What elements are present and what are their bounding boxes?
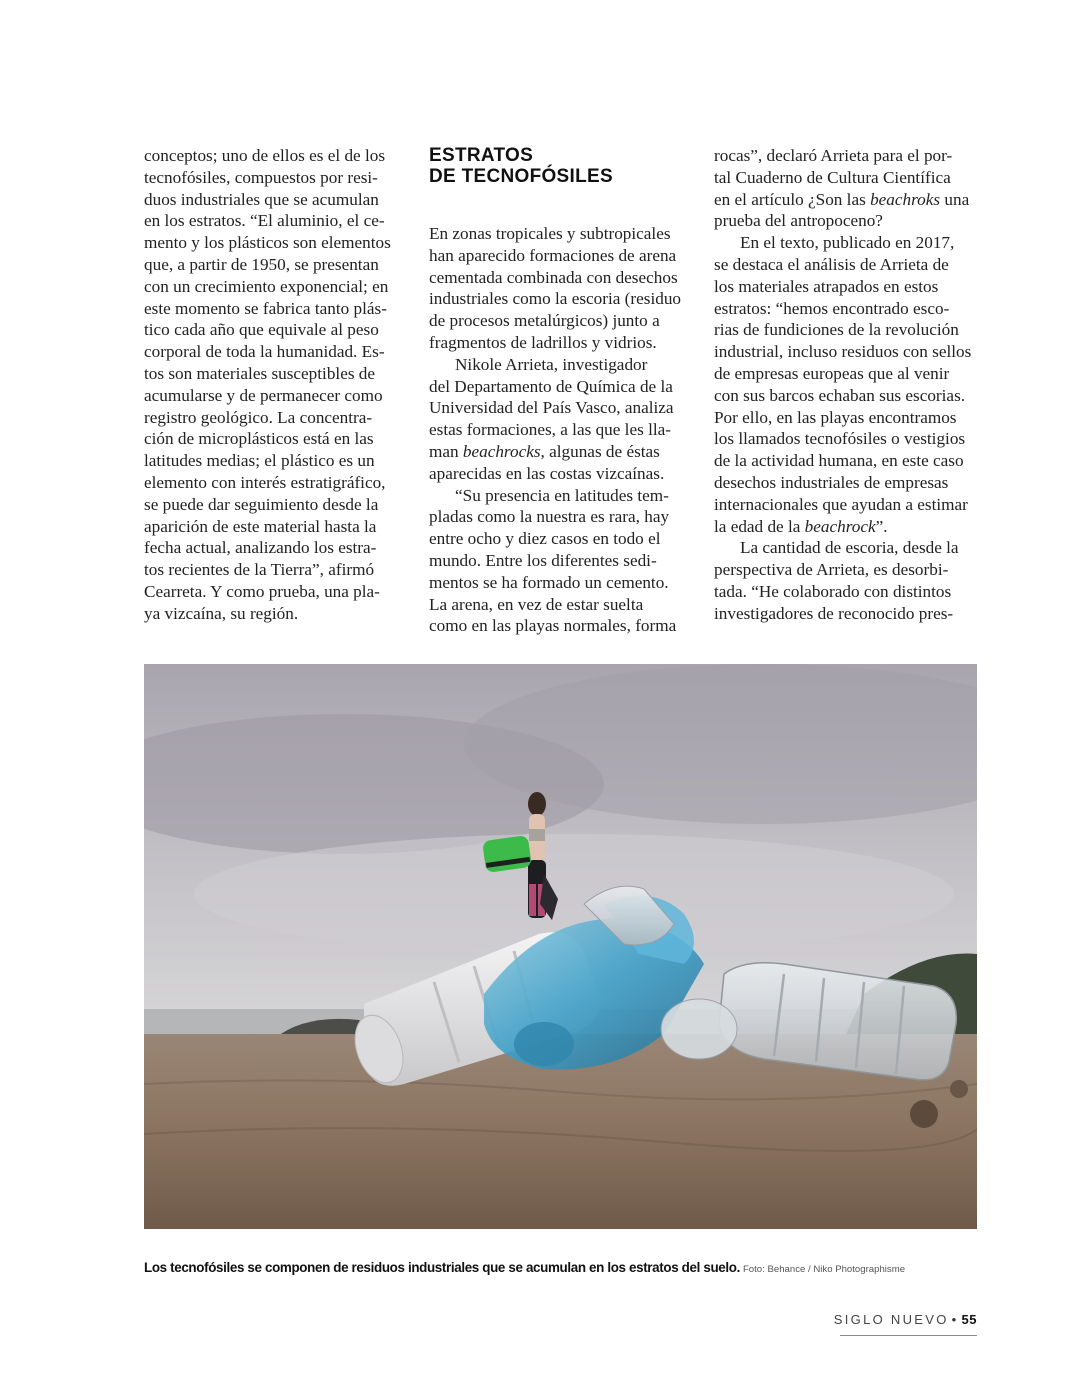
- heading-line: DE TECNOFÓSILES: [429, 166, 613, 187]
- paragraph: [429, 354, 691, 485]
- text-line: perspectiva de Arrieta, es desorbi-: [714, 560, 949, 580]
- page-number: 55: [961, 1312, 977, 1327]
- text-line: La arena, en vez de estar suelta: [429, 594, 644, 614]
- text-line: industrial, incluso residuos con sellos: [714, 342, 972, 362]
- text-line: aparecidas en las costas vizcaínas.: [429, 463, 665, 483]
- text-line: investigadores de reconocido pres-: [714, 603, 954, 623]
- text-line: [429, 441, 691, 463]
- text-line: latitudes medias; el plástico es un: [144, 451, 375, 471]
- text-line: tos son materiales susceptibles de: [144, 363, 376, 383]
- text-line: este momento se fabrica tanto plás-: [144, 298, 387, 318]
- text-line: Por ello, en las playas encontramos: [714, 407, 957, 427]
- text-line: los materiales atrapados en estos: [714, 276, 939, 296]
- text-line: de la actividad humana, en este caso: [714, 451, 964, 471]
- text-line: internacionales que ayudan a estimar: [714, 494, 968, 514]
- text-fragment: man: [429, 441, 463, 461]
- text-line: tal Cuaderno de Cultura Científica: [714, 167, 951, 187]
- photo-caption: [144, 1259, 984, 1277]
- text-line: “Su presencia en latitudes tem-: [455, 485, 669, 505]
- text-line: rocas”, declaró Arrieta para el por-: [714, 146, 953, 165]
- text-fragment: ”.: [875, 516, 888, 536]
- section-heading: [429, 145, 691, 187]
- text-line: del Departamento de Química de la: [429, 376, 673, 396]
- text-line: que, a partir de 1950, se presentan: [144, 254, 379, 274]
- text-line: mundo. Entre los diferentes sedi-: [429, 550, 657, 570]
- italic-term: beachroks: [870, 189, 941, 209]
- text-line: La cantidad de escoria, desde la: [740, 538, 959, 558]
- article-column-3: [714, 145, 980, 625]
- text-line: se destaca el análisis de Arrieta de: [714, 254, 949, 274]
- text-line: mento y los plásticos son elementos: [144, 233, 391, 253]
- text-line: ya vizcaína, su región.: [144, 603, 299, 623]
- page-footer: [834, 1312, 977, 1327]
- text-line: se puede dar seguimiento desde la: [144, 494, 379, 514]
- text-line: de procesos metalúrgicos) junto a: [429, 311, 660, 331]
- caption-text: Los tecnofósiles se componen de residuos industriales que se acumulan en los estratos del suelo.: [144, 1260, 740, 1275]
- beach-photo: [144, 664, 977, 1229]
- text-line: en los estratos. “El aluminio, el ce-: [144, 211, 385, 231]
- text-line: tecnofósiles, compuestos por resi-: [144, 167, 378, 187]
- text-fragment: la edad de la: [714, 516, 805, 536]
- paragraph: [714, 537, 980, 624]
- text-line: rias de fundiciones de la revolución: [714, 320, 959, 340]
- beach-photo-illustration: [144, 664, 977, 1229]
- text-line: industriales como la escoria (residuo: [429, 289, 682, 309]
- paragraph: [144, 145, 410, 625]
- text-line: [714, 516, 980, 538]
- text-line: conceptos; uno de ellos es el de los: [144, 146, 386, 165]
- text-fragment: en el artículo ¿Son las: [714, 189, 871, 209]
- text-line: corporal de toda la humanidad. Es-: [144, 342, 385, 362]
- footer-rule: [840, 1335, 977, 1336]
- text-line: [714, 189, 980, 211]
- text-line: desechos industriales de empresas: [714, 472, 949, 492]
- text-line: mentos se ha formado un cemento.: [429, 572, 669, 592]
- text-line: con sus barcos echaban sus escorias.: [714, 385, 966, 405]
- text-line: de empresas europeas que al venir: [714, 363, 950, 383]
- text-line: acumularse y de permanecer como: [144, 385, 383, 405]
- text-line: aparición de este material hasta la: [144, 516, 377, 536]
- text-line: elemento con interés estratigráfico,: [144, 472, 386, 492]
- text-line: los llamados tecnofósiles o vestigios: [714, 429, 966, 449]
- text-line: estratos: “hemos encontrado esco-: [714, 298, 950, 318]
- article-column-2: [429, 145, 691, 637]
- magazine-name: SIGLO NUEVO: [833, 1312, 949, 1327]
- text-line: como en las playas normales, forma: [429, 616, 677, 636]
- text-line: con un crecimiento exponencial; en: [144, 276, 389, 296]
- paragraph: [714, 145, 980, 232]
- paragraph: [429, 485, 691, 638]
- text-line: duos industriales que se acumulan: [144, 189, 379, 209]
- italic-term: beachrock: [804, 516, 876, 536]
- rock: [950, 1080, 968, 1098]
- rock: [910, 1100, 938, 1128]
- text-fragment: una: [940, 189, 970, 209]
- photo-credit: Foto: Behance / Niko Photographisme: [742, 1264, 906, 1275]
- text-line: Cearreta. Y como prueba, una pla-: [144, 581, 380, 601]
- text-line: pladas como la nuestra es rara, hay: [429, 507, 670, 527]
- text-fragment: , algunas de éstas: [540, 441, 660, 461]
- text-line: han aparecido formaciones de arena: [429, 245, 677, 265]
- heading-line: ESTRATOS: [429, 145, 534, 166]
- paragraph: [714, 232, 980, 537]
- text-line: ción de microplásticos está en las: [144, 429, 374, 449]
- text-line: cementada combinada con desechos: [429, 267, 678, 287]
- paragraph: [429, 223, 691, 354]
- text-line: Universidad del País Vasco, analiza: [429, 398, 674, 418]
- text-line: En zonas tropicales y subtropicales: [429, 224, 671, 243]
- text-line: fecha actual, analizando los estra-: [144, 538, 377, 558]
- text-line: prueba del antropoceno?: [714, 211, 883, 231]
- text-line: tos recientes de la Tierra”, afirmó: [144, 560, 375, 580]
- text-line: Nikole Arrieta, investigador: [455, 354, 648, 374]
- text-line: tada. “He colaborado con distintos: [714, 581, 952, 601]
- text-line: fragmentos de ladrillos y vidrios.: [429, 332, 657, 352]
- text-line: tico cada año que equivale al peso: [144, 320, 379, 340]
- text-line: registro geológico. La concentra-: [144, 407, 373, 427]
- text-line: entre ocho y diez casos en todo el: [429, 529, 661, 549]
- separator-dot: •: [951, 1312, 959, 1327]
- text-line: estas formaciones, a las que les lla-: [429, 420, 671, 440]
- text-line: En el texto, publicado en 2017,: [740, 233, 955, 253]
- italic-term: beachrocks: [462, 441, 541, 461]
- article-column-1: [144, 145, 410, 625]
